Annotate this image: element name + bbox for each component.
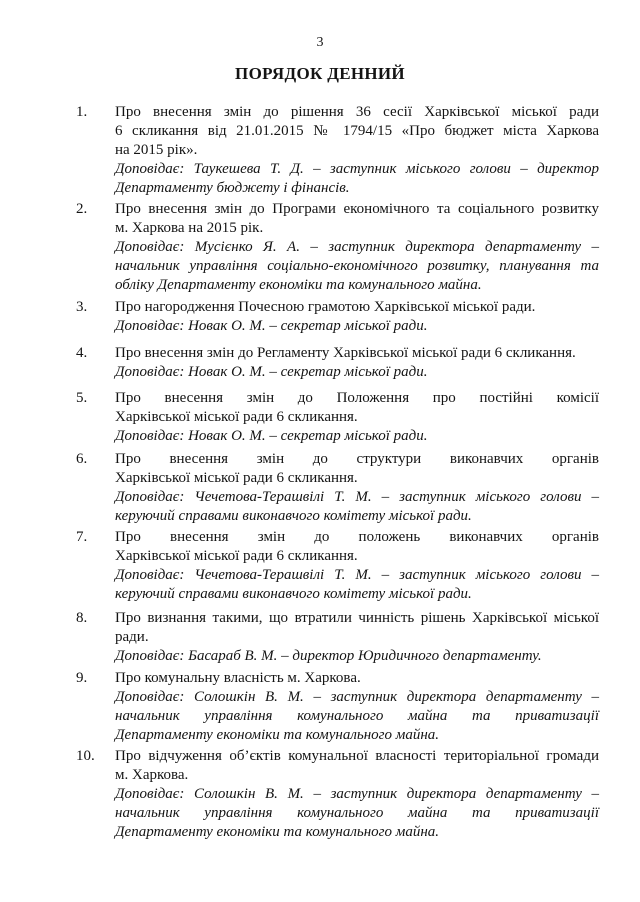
agenda-item-speaker-line: Доповідає: Солошкін В. М. – заступник директора департаменту – [115,689,599,705]
agenda-item-speaker-line: Доповідає: Новак О. М. – секретар міської ради. [115,428,428,444]
agenda-item-speaker-line: начальник управління комунального майна та приватизації [115,708,599,724]
agenda-item-text [115,389,599,446]
agenda-item-number: 2. [76,201,88,217]
agenda-item-title-line: Про нагородження Почесною грамотою Харківської міської ради. [115,299,536,315]
agenda-item-text [115,103,599,198]
agenda-item-text [115,747,599,842]
agenda-item-speaker-line: Доповідає: Новак О. М. – секретар міської ради. [115,364,428,380]
agenda-item-title-line: Про внесення змін до Програми економічного та соціального розвитку [115,201,599,217]
agenda-item-text [115,609,599,666]
agenda-item-title-line: Про внесення змін до Положення про постійні комісії [115,390,599,406]
agenda-item-speaker-line: Доповідає: Чечетова-Терашвілі Т. М. – заступник міського голови – [115,489,599,505]
agenda-item-number: 5. [76,390,88,406]
agenda-item-number: 7. [76,529,88,545]
agenda-item-speaker-line: Доповідає: Чечетова-Терашвілі Т. М. – заступник міського голови – [115,567,599,583]
agenda-item-title-line: м. Харкова. [115,767,189,783]
agenda-item-speaker-line: Департаменту бюджету і фінансів. [115,180,350,196]
agenda-item-text [115,200,599,295]
agenda-item-text [115,298,599,336]
agenda-item-speaker-line: керуючий справами виконавчого комітету міської ради. [115,586,472,602]
agenda-item-text [115,344,599,382]
agenda-item-speaker-line: Департаменту економіки та комунального майна. [115,824,440,840]
page-number: 3 [316,35,324,50]
agenda-item-title-line: Про відчуження об’єктів комунальної власності територіальної громади [115,748,599,764]
agenda-item-title-line: 6 скликання від 21.01.2015 № 1794/15 «Про бюджет міста Харкова [115,123,599,139]
agenda-item-number: 6. [76,451,88,467]
agenda-item-number: 3. [76,299,88,315]
agenda-item-speaker-line: Доповідає: Басараб В. М. – директор Юридичного департаменту. [115,648,542,664]
agenda-item-title-line: на 2015 рік». [115,142,198,158]
agenda-item-title-line: ради. [115,629,149,645]
agenda-item-title-line: Харківської міської ради 6 скликання. [115,548,358,564]
agenda-item-speaker-line: начальник управління соціально-економічного розвитку, планування та [115,258,599,274]
agenda-item-speaker-line: Департаменту економіки та комунального майна. [115,727,440,743]
agenda-item-number: 4. [76,345,88,361]
agenda-item-title-line: Про визнання такими, що втратили чинність рішень Харківської міської [115,610,599,626]
agenda-item-speaker-line: Доповідає: Таукешева Т. Д. – заступник міського голови – директор [115,161,599,177]
agenda-item-speaker-line: керуючий справами виконавчого комітету міської ради. [115,508,472,524]
agenda-item-number: 1. [76,104,88,120]
agenda-item-title-line: Про внесення змін до структури виконавчих органів [115,451,599,467]
agenda-item-speaker-line: Доповідає: Солошкін В. М. – заступник директора департаменту – [115,786,599,802]
agenda-item-speaker-line: обліку Департаменту економіки та комунального майна. [115,277,482,293]
agenda-item-number: 10. [76,748,95,764]
agenda-item-speaker-line: Доповідає: Новак О. М. – секретар міської ради. [115,318,428,334]
agenda-item-title-line: Харківської міської ради 6 скликання. [115,470,358,486]
agenda-item-speaker-line: Доповідає: Мусієнко Я. А. – заступник директора департаменту – [115,239,599,255]
page-title: ПОРЯДОК ДЕННИЙ [235,64,405,83]
agenda-item-title-line: м. Харкова на 2015 рік. [115,220,264,236]
agenda-item-number: 9. [76,670,88,686]
agenda-item-title-line: Про внесення змін до положень виконавчих органів [115,529,599,545]
agenda-item-number: 8. [76,610,88,626]
agenda-item-speaker-line: начальник управління комунального майна та приватизації [115,805,599,821]
agenda-item-text [115,450,599,526]
agenda-item-text [115,528,599,604]
agenda-item-text [115,669,599,745]
agenda-item-title-line: Про внесення змін до Регламенту Харківської міської ради 6 скликання. [115,345,576,361]
agenda-item-title-line: Харківської міської ради 6 скликання. [115,409,358,425]
agenda-item-title-line: Про комунальну власність м. Харкова. [115,670,361,686]
agenda-item-title-line: Про внесення змін до рішення 36 сесії Харківської міської ради [115,104,599,120]
